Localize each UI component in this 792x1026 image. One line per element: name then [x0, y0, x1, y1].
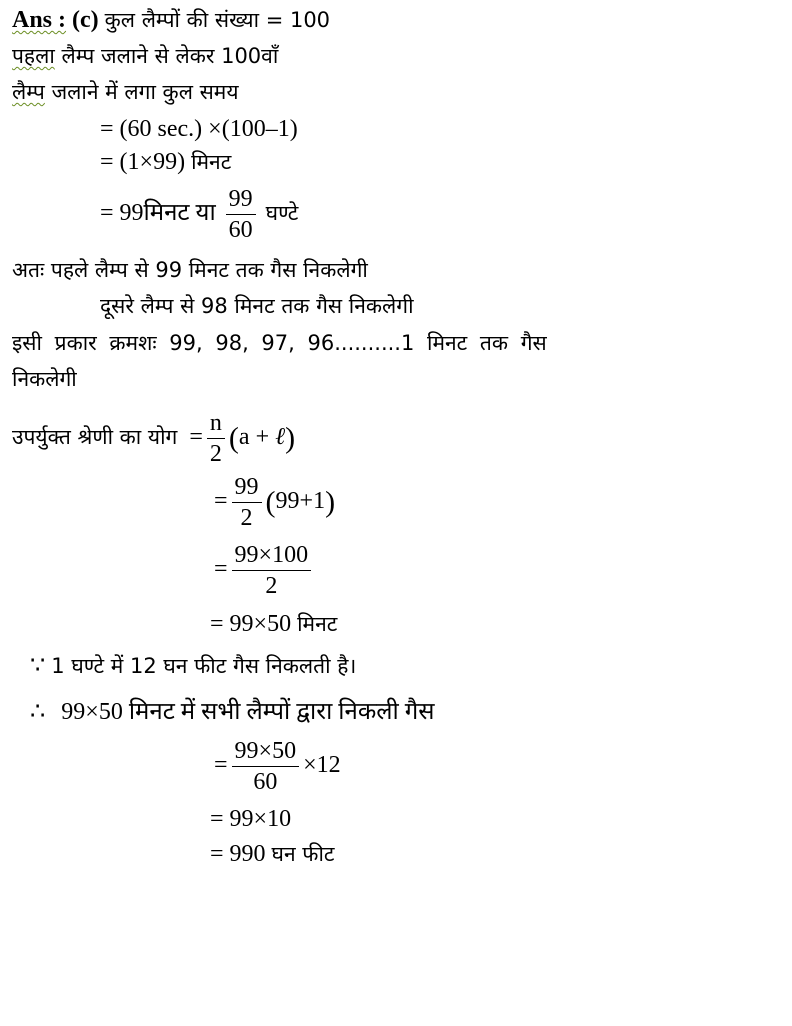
total-lamps-text: कुल लैम्पों की संख्या = 100: [104, 8, 331, 32]
gas-result-1: = 99×10: [210, 806, 292, 832]
series-sum-4: = 99×50 मिनट: [210, 611, 338, 637]
because-symbol: ∵: [30, 653, 46, 679]
answer-option: (c): [72, 7, 99, 33]
statement-line-2: लैम्प जलाने में लगा कुल समय: [12, 80, 239, 104]
time-step-1: = (60 sec.) ×(100–1): [100, 116, 298, 142]
time-step-2: = (1×99) मिनट: [100, 149, 232, 175]
series-sum-3: = $\frac{99\times 100}{2}$: [214, 540, 315, 601]
series-sum-1: उपर्युक्त श्रेणी का योग = $\frac{n}{2}$ (a + ℓ): [12, 410, 296, 467]
statement-line-1: पहला लैम्प जलाने से लेकर 100वाँ: [12, 44, 279, 68]
fraction: $\frac{99\times 50}{60}$: [232, 736, 300, 797]
series-sum-2: = $\frac{99}{2}$ (99+1): [214, 474, 336, 531]
fraction: $\frac{n}{2}$: [207, 408, 225, 469]
gas-line-3: इसी प्रकार क्रमशः 99, 98, 97, 96..........1 मिनट तक गैस: [12, 331, 547, 355]
therefore-symbol: ∴: [30, 699, 46, 725]
fraction: $\frac{99}{2}$: [232, 472, 262, 533]
gas-line-1: अतः पहले लैम्प से 99 मिनट तक गैस निकलेगी: [12, 258, 368, 282]
time-step-3: = 99मिनट या $\frac{99}{60}$ घण्टे: [100, 186, 299, 243]
gas-line-2: दूसरे लैम्प से 98 मिनट तक गैस निकलेगी: [100, 294, 414, 318]
answer-label: Ans :: [12, 7, 67, 33]
because-line: ∵ 1 घण्टे में 12 घन फीट गैस निकलती है।: [30, 653, 357, 679]
gas-line-4: निकलेगी: [12, 367, 77, 391]
gas-calc: = $\frac{99\times 50}{60}$ ×12: [214, 738, 341, 795]
gas-result-2: = 990 घन फीट: [210, 841, 335, 867]
answer-header: [12, 6, 330, 34]
fraction: $\frac{99}{60}$: [226, 184, 256, 245]
therefore-line: ∴ 99×50 मिनट में सभी लैम्पों द्वारा निकली गैस: [30, 699, 435, 725]
fraction: $\frac{99\times 100}{2}$: [232, 540, 312, 601]
